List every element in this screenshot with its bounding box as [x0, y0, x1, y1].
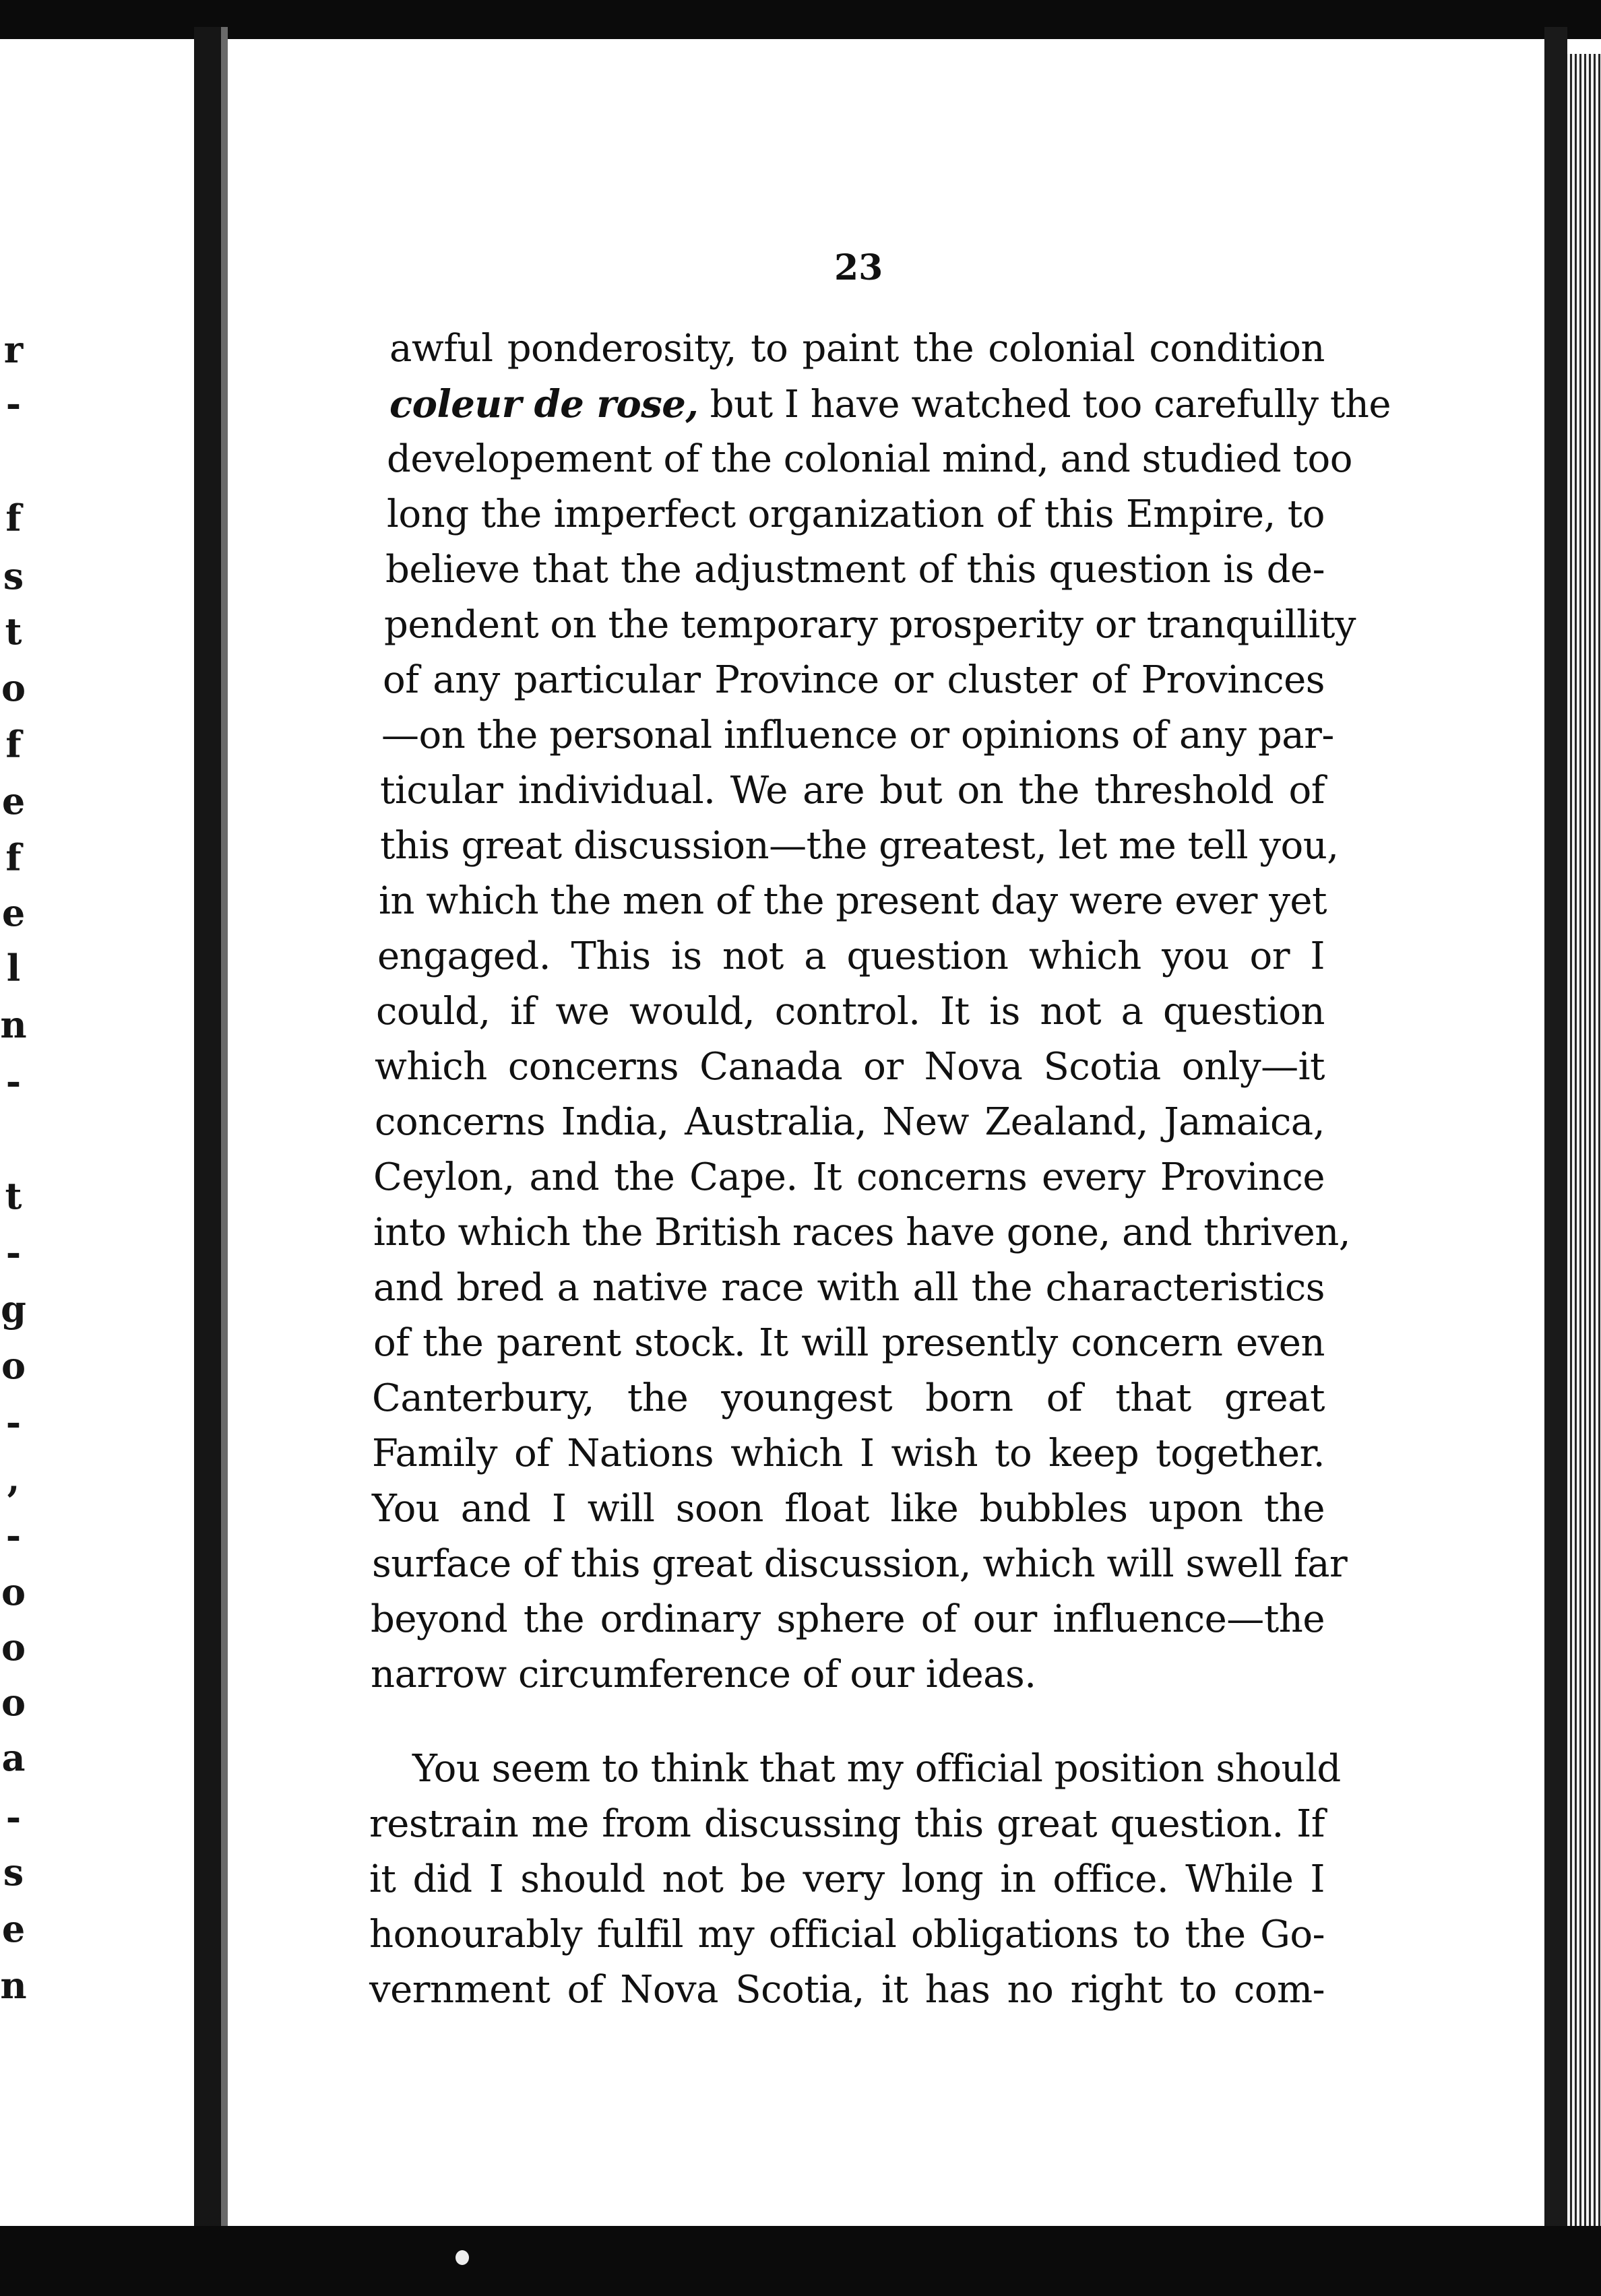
text-line: narrow circumference of our ideas.	[371, 1653, 1036, 1696]
previous-page-fragment: e	[1, 779, 26, 823]
previous-page-fragment: s	[3, 1851, 24, 1894]
text-line: which concerns Canada or Nova Scotia only—it	[375, 1045, 1325, 1089]
previous-page-fragment: -	[5, 1401, 22, 1444]
text-line	[389, 382, 1391, 426]
page-edge-shadow	[1544, 27, 1567, 2250]
previous-page-fragment: g	[1, 1287, 26, 1331]
previous-page-fragment: t	[5, 610, 22, 653]
previous-page-fragment: n	[0, 1964, 27, 2007]
previous-page-fragment: e	[1, 1907, 26, 1950]
text-line: restrain me from discussing this great question. If	[369, 1802, 1325, 1846]
text-line: pendent on the temporary prosperity or tranquillity	[384, 603, 1356, 647]
text-line: awful ponderosity, to paint the colonial condition	[389, 327, 1325, 371]
scan-dust-speck	[456, 2250, 469, 2265]
previous-page-fragment: l	[6, 947, 21, 990]
text-line-rest: but I have watched too carefully the	[698, 383, 1391, 426]
book-fore-edge	[1567, 54, 1601, 2230]
text-line: long the imperfect organization of this Empire, to	[387, 492, 1325, 536]
text-line: believe that the adjustment of this question is de-	[385, 548, 1325, 592]
book-gutter-shadow	[194, 27, 221, 2250]
book-gutter-edge	[221, 27, 228, 2250]
previous-page-fragment: o	[1, 666, 26, 709]
text-line: of any particular Province or cluster of Provinces	[383, 658, 1325, 702]
text-line: into which the British races have gone, and thriven,	[373, 1211, 1351, 1254]
text-line: it did I should not be very long in office. While I	[369, 1857, 1325, 1901]
previous-page-edge	[0, 0, 27, 2296]
previous-page-fragment: n	[0, 1003, 27, 1046]
text-line: Ceylon, and the Cape. It concerns every Province	[373, 1155, 1325, 1199]
text-line: could, if we would, control. It is not a question	[376, 990, 1325, 1033]
previous-page-fragment: -	[5, 382, 22, 425]
text-line: You seem to think that my official position should	[412, 1747, 1341, 1791]
text-line: concerns India, Australia, New Zealand, Jamaica,	[375, 1100, 1325, 1144]
previous-page-fragment: -	[5, 1060, 22, 1103]
page-number: 23	[834, 247, 883, 288]
text-line: Canterbury, the youngest born of that great	[372, 1376, 1325, 1420]
text-line: honourably fulfil my official obligations to the Go-	[369, 1913, 1325, 1956]
previous-page-fragment: -	[5, 1231, 22, 1274]
previous-page-fragment: e	[1, 891, 26, 934]
text-line: You and I will soon float like bubbles upon the	[372, 1487, 1325, 1531]
text-line: developement of the colonial mind, and studied too	[387, 437, 1352, 481]
scan-bottom-border	[0, 2226, 1601, 2296]
previous-page-fragment: f	[5, 497, 22, 540]
text-line: of the parent stock. It will presently concern even	[373, 1321, 1325, 1365]
text-line: this great discussion—the greatest, let me tell you,	[380, 824, 1339, 868]
previous-page-fragment: -	[5, 1514, 22, 1557]
previous-page-fragment: r	[3, 328, 24, 371]
text-line: Family of Nations which I wish to keep together.	[372, 1432, 1325, 1475]
text-line: vernment of Nova Scotia, it has no right to com-	[369, 1968, 1325, 2012]
previous-page-fragment: -	[5, 1795, 22, 1839]
italic-phrase: coleur de rose,	[389, 382, 699, 426]
scan-top-border	[0, 0, 1601, 39]
previous-page-fragment: s	[3, 554, 24, 598]
text-line: —on the personal influence or opinions of any par-	[381, 713, 1334, 757]
text-line: and bred a native race with all the characteristics	[373, 1266, 1325, 1310]
previous-page-fragment: o	[1, 1344, 26, 1387]
text-line: engaged. This is not a question which you or I	[377, 934, 1325, 978]
previous-page-fragment: t	[5, 1174, 22, 1217]
previous-page-fragment: f	[5, 723, 22, 766]
previous-page-fragment: o	[1, 1681, 26, 1724]
text-line: in which the men of the present day were ever yet	[379, 879, 1327, 923]
text-line: beyond the ordinary sphere of our influence—the	[371, 1597, 1325, 1641]
previous-page-fragment: a	[1, 1736, 26, 1779]
text-line: surface of this great discussion, which will swell far	[372, 1542, 1348, 1586]
previous-page-fragment: ,	[7, 1457, 20, 1500]
previous-page-fragment: f	[5, 836, 22, 879]
text-line: ticular individual. We are but on the threshold of	[380, 769, 1325, 812]
previous-page-fragment: o	[1, 1570, 26, 1614]
previous-page-fragment: o	[1, 1626, 26, 1669]
